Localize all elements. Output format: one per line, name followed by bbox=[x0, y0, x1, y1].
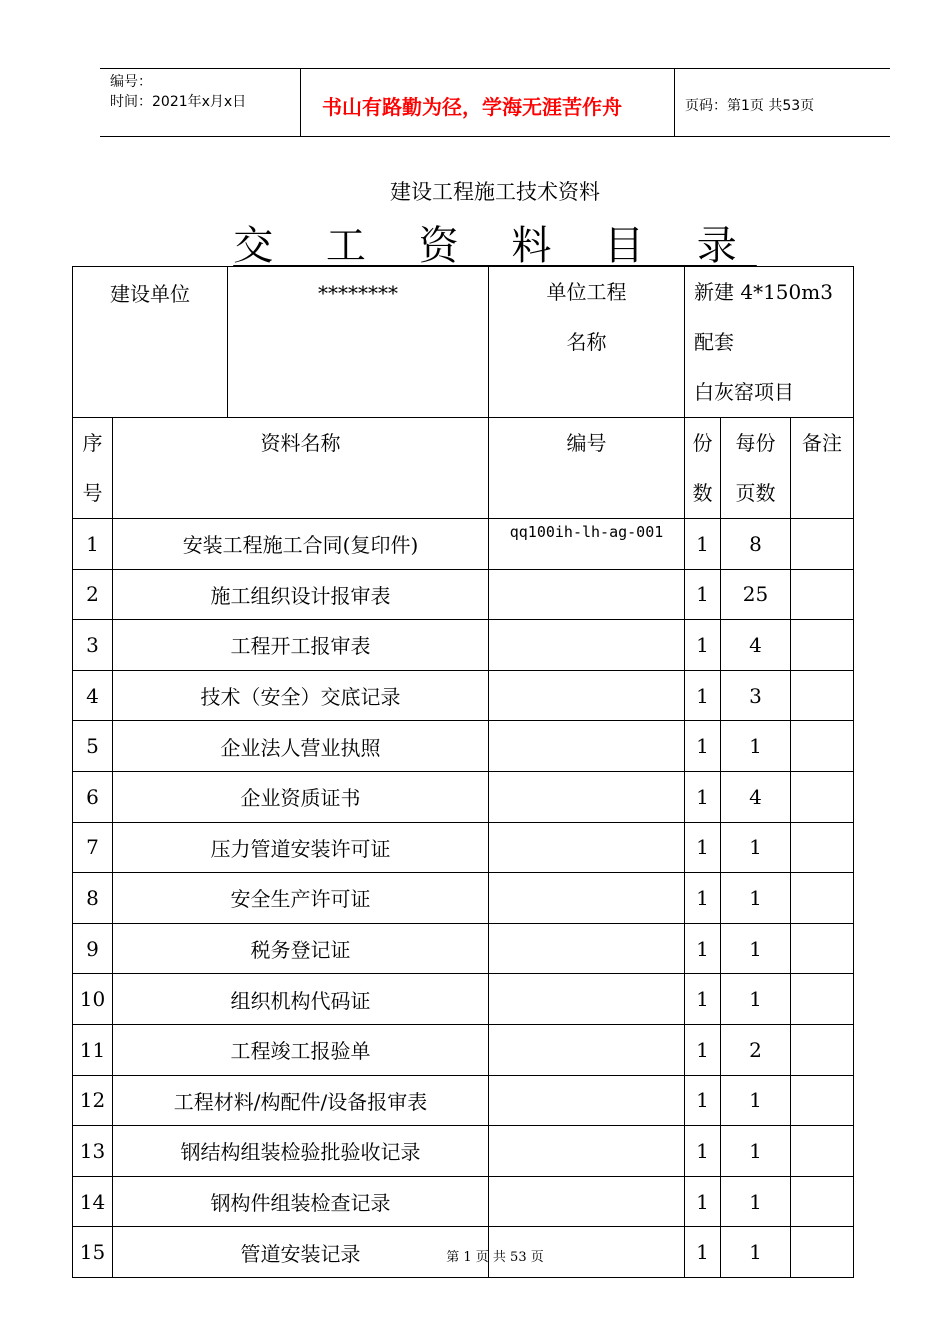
row-name: 管道安装记录 bbox=[113, 1227, 489, 1278]
unit-label-line1: 单位工程 bbox=[546, 280, 627, 304]
row-name: 钢结构组装检验批验收记录 bbox=[113, 1126, 489, 1177]
col-pages bbox=[721, 418, 791, 519]
row-seq: 1 bbox=[73, 519, 113, 570]
table-row bbox=[73, 569, 854, 620]
row-copies: 1 bbox=[685, 1126, 721, 1177]
row-remark bbox=[791, 873, 854, 924]
row-code bbox=[489, 974, 685, 1025]
col-seq-line2: 号 bbox=[82, 481, 103, 505]
row-remark bbox=[791, 721, 854, 772]
row-pages: 1 bbox=[721, 1126, 791, 1177]
document-subtitle: 建设工程施工技术资料 bbox=[390, 180, 600, 204]
row-pages: 4 bbox=[721, 771, 791, 822]
row-copies: 1 bbox=[685, 1075, 721, 1126]
row-copies: 1 bbox=[685, 620, 721, 671]
row-pages: 1 bbox=[721, 923, 791, 974]
row-name: 安装工程施工合同(复印件) bbox=[113, 519, 489, 570]
row-name: 安全生产许可证 bbox=[113, 873, 489, 924]
row-name: 技术（安全）交底记录 bbox=[113, 670, 489, 721]
table-row bbox=[73, 923, 854, 974]
row-name: 钢构件组装检查记录 bbox=[113, 1176, 489, 1227]
col-seq-line1: 序 bbox=[82, 431, 103, 455]
row-seq: 9 bbox=[73, 923, 113, 974]
row-copies: 1 bbox=[685, 569, 721, 620]
row-seq: 11 bbox=[73, 1024, 113, 1075]
builder-label: 建设单位 bbox=[110, 282, 190, 306]
row-seq: 7 bbox=[73, 822, 113, 873]
info-row bbox=[73, 267, 854, 418]
row-remark bbox=[791, 1075, 854, 1126]
row-pages: 1 bbox=[721, 974, 791, 1025]
row-code bbox=[489, 620, 685, 671]
row-code: qq100ih-lh-ag-001 bbox=[489, 519, 685, 570]
unit-label-line2: 名称 bbox=[566, 330, 607, 354]
col-copies-line2: 数 bbox=[692, 481, 713, 505]
table-row bbox=[73, 873, 854, 924]
col-name-label: 资料名称 bbox=[260, 431, 341, 455]
row-seq: 15 bbox=[73, 1227, 113, 1278]
row-copies: 1 bbox=[685, 670, 721, 721]
row-seq: 3 bbox=[73, 620, 113, 671]
row-pages: 1 bbox=[721, 822, 791, 873]
table-row bbox=[73, 1024, 854, 1075]
col-seq bbox=[73, 418, 113, 519]
row-seq: 10 bbox=[73, 974, 113, 1025]
col-name bbox=[113, 418, 489, 519]
row-copies: 1 bbox=[685, 923, 721, 974]
page-footer: 第 1 页 共 53 页 bbox=[446, 1250, 544, 1265]
row-code bbox=[489, 923, 685, 974]
row-name: 企业资质证书 bbox=[113, 771, 489, 822]
col-copies-line1: 份 bbox=[692, 431, 713, 455]
table-row bbox=[73, 1126, 854, 1177]
row-seq: 12 bbox=[73, 1075, 113, 1126]
row-code bbox=[489, 822, 685, 873]
table-row bbox=[73, 1075, 854, 1126]
row-copies: 1 bbox=[685, 519, 721, 570]
row-copies: 1 bbox=[685, 974, 721, 1025]
row-code bbox=[489, 721, 685, 772]
row-pages: 8 bbox=[721, 519, 791, 570]
row-name: 工程开工报审表 bbox=[113, 620, 489, 671]
row-copies: 1 bbox=[685, 1227, 721, 1278]
row-name: 压力管道安装许可证 bbox=[113, 822, 489, 873]
row-pages: 25 bbox=[721, 569, 791, 620]
row-remark bbox=[791, 620, 854, 671]
title-text: 交 工 资 料 目 录 bbox=[233, 223, 757, 269]
col-remark-label: 备注 bbox=[802, 431, 842, 455]
row-remark bbox=[791, 569, 854, 620]
unit-value-line1: 新建 4*150m3 配套 bbox=[694, 280, 833, 354]
row-name: 工程竣工报验单 bbox=[113, 1024, 489, 1075]
row-remark bbox=[791, 670, 854, 721]
catalog-rows bbox=[73, 519, 854, 1278]
code-label: 编号： bbox=[110, 74, 152, 90]
row-remark bbox=[791, 822, 854, 873]
row-remark bbox=[791, 1176, 854, 1227]
row-code bbox=[489, 569, 685, 620]
table-row bbox=[73, 822, 854, 873]
time-label: 时间：2021年x月x日 bbox=[110, 94, 247, 110]
row-remark bbox=[791, 974, 854, 1025]
row-seq: 8 bbox=[73, 873, 113, 924]
col-pages-line2: 页数 bbox=[735, 481, 776, 505]
row-name: 税务登记证 bbox=[113, 923, 489, 974]
builder-value-cell bbox=[228, 267, 489, 418]
document-title bbox=[0, 214, 950, 271]
row-code bbox=[489, 1024, 685, 1075]
table-row bbox=[73, 670, 854, 721]
builder-value: ******** bbox=[318, 281, 398, 305]
row-copies: 1 bbox=[685, 721, 721, 772]
col-code-label: 编号 bbox=[566, 431, 607, 455]
row-pages: 2 bbox=[721, 1024, 791, 1075]
row-pages: 3 bbox=[721, 670, 791, 721]
row-name: 施工组织设计报审表 bbox=[113, 569, 489, 620]
row-remark bbox=[791, 771, 854, 822]
row-remark bbox=[791, 1024, 854, 1075]
row-code bbox=[489, 771, 685, 822]
row-seq: 4 bbox=[73, 670, 113, 721]
table-row bbox=[73, 519, 854, 570]
row-pages: 1 bbox=[721, 873, 791, 924]
row-name: 企业法人营业执照 bbox=[113, 721, 489, 772]
row-copies: 1 bbox=[685, 771, 721, 822]
row-code bbox=[489, 873, 685, 924]
table-row bbox=[73, 721, 854, 772]
header-motto-cell bbox=[301, 69, 675, 136]
header-meta bbox=[100, 69, 301, 136]
row-copies: 1 bbox=[685, 1024, 721, 1075]
row-remark bbox=[791, 1126, 854, 1177]
row-copies: 1 bbox=[685, 873, 721, 924]
row-remark bbox=[791, 519, 854, 570]
motto-text: 书山有路勤为径，学海无涯苦作舟 bbox=[322, 95, 622, 119]
row-code bbox=[489, 670, 685, 721]
row-pages: 1 bbox=[721, 1075, 791, 1126]
row-code bbox=[489, 1126, 685, 1177]
row-seq: 5 bbox=[73, 721, 113, 772]
row-name: 工程材料/构配件/设备报审表 bbox=[113, 1075, 489, 1126]
unit-label-cell bbox=[489, 267, 685, 418]
row-seq: 14 bbox=[73, 1176, 113, 1227]
unit-value-cell bbox=[685, 267, 854, 418]
document-header bbox=[100, 68, 890, 137]
col-copies bbox=[685, 418, 721, 519]
row-pages: 1 bbox=[721, 721, 791, 772]
header-page-cell bbox=[675, 69, 890, 136]
row-pages: 4 bbox=[721, 620, 791, 671]
page-info: 页码：第1页 共53页 bbox=[685, 98, 815, 114]
col-remark bbox=[791, 418, 854, 519]
row-seq: 6 bbox=[73, 771, 113, 822]
table-row bbox=[73, 974, 854, 1025]
builder-label-cell bbox=[73, 267, 228, 418]
table-row bbox=[73, 1176, 854, 1227]
row-pages: 1 bbox=[721, 1227, 791, 1278]
row-copies: 1 bbox=[685, 822, 721, 873]
row-seq: 2 bbox=[73, 569, 113, 620]
col-pages-line1: 每份 bbox=[735, 431, 776, 455]
row-code bbox=[489, 1075, 685, 1126]
row-code bbox=[489, 1176, 685, 1227]
column-header-row bbox=[73, 418, 854, 519]
unit-value-line2: 白灰窑项目 bbox=[694, 380, 794, 404]
row-seq: 13 bbox=[73, 1126, 113, 1177]
table-row bbox=[73, 620, 854, 671]
table-row bbox=[73, 771, 854, 822]
row-remark bbox=[791, 923, 854, 974]
col-code bbox=[489, 418, 685, 519]
row-name: 组织机构代码证 bbox=[113, 974, 489, 1025]
catalog-table bbox=[72, 266, 854, 1278]
row-pages: 1 bbox=[721, 1176, 791, 1227]
row-copies: 1 bbox=[685, 1176, 721, 1227]
